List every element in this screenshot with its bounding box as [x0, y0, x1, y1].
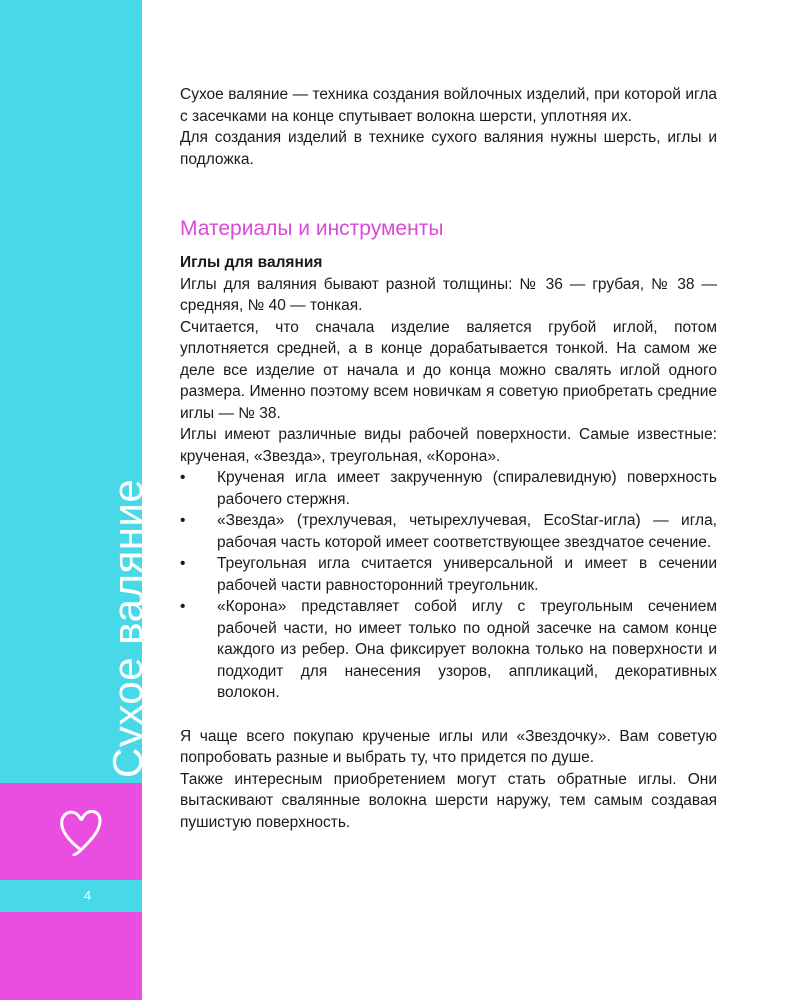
section-title: Материалы и инструменты: [180, 217, 444, 240]
closing-paragraph: Также интересным приобретением могут стать обратные иглы. Они вытаскивают свалянные волокна шерсти наружу, тем самым создавая пушистую поверхность.: [180, 770, 717, 831]
chapter-vertical-title: Сухое валяние: [104, 478, 151, 778]
heart-outline-icon: [58, 806, 104, 856]
needle-types-list: [180, 467, 717, 704]
page-number: 4: [84, 888, 92, 903]
body-paragraph: Считается, что сначала изделие валяется грубой иглой, потом уплотняется средней, а в конце дорабатывается тонкой. На самом же деле все изделие от начала и до конца можно свалять иглой одного размера. Именно поэтому всем новичкам я советую приобретать средние иглы — № 38.: [180, 318, 717, 422]
intro-paragraph: Сухое валяние — техника создания войлочных изделий, при которой игла с засечками на конце спутывает волокна шерсти, уплотняя их.: [180, 86, 717, 125]
subheading: Иглы для валяния: [180, 254, 323, 271]
body-paragraph: Иглы для валяния бывают разной толщины: № 36 — грубая, № 38 — средняя, № 40 — тонкая.: [180, 275, 717, 314]
main-content: [180, 84, 717, 833]
sidebar: [0, 0, 151, 1000]
list-item: • Треугольная игла считается универсальной и имеет в сечении рабочей части равносторонний треугольник.: [180, 553, 717, 596]
intro-paragraph: Для создания изделий в технике сухого валяния нужны шерсть, иглы и подложка.: [180, 129, 717, 168]
sidebar-bottom-band: [0, 912, 142, 1000]
list-item: • Крученая игла имеет закрученную (спиралевидную) поверхность рабочего стержня.: [180, 467, 717, 510]
closing-paragraph: Я чаще всего покупаю крученые иглы или «Звездочку». Вам советую попробовать разные и выбрать ту, что придется по душе.: [180, 727, 717, 766]
spacer: [180, 704, 717, 726]
body-paragraph: Иглы имеют различные виды рабочей поверхности. Самые известные: крученая, «Звезда», треугольная, «Корона».: [180, 426, 717, 465]
list-item: • «Звезда» (трехлучевая, четырехлучевая, EcoStar-игла) — игла, рабочая часть которой имеет соответствующее звездчатое сечение.: [180, 510, 717, 553]
list-item: • «Корона» представляет собой иглу с треугольным сечением рабочей части, но имеет только по одной засечке на самом конце каждого из ребер. Она фиксирует волокна только на поверхности и подходит для нанесения узоров, аппликаций, декоративных волокон.: [180, 596, 717, 704]
